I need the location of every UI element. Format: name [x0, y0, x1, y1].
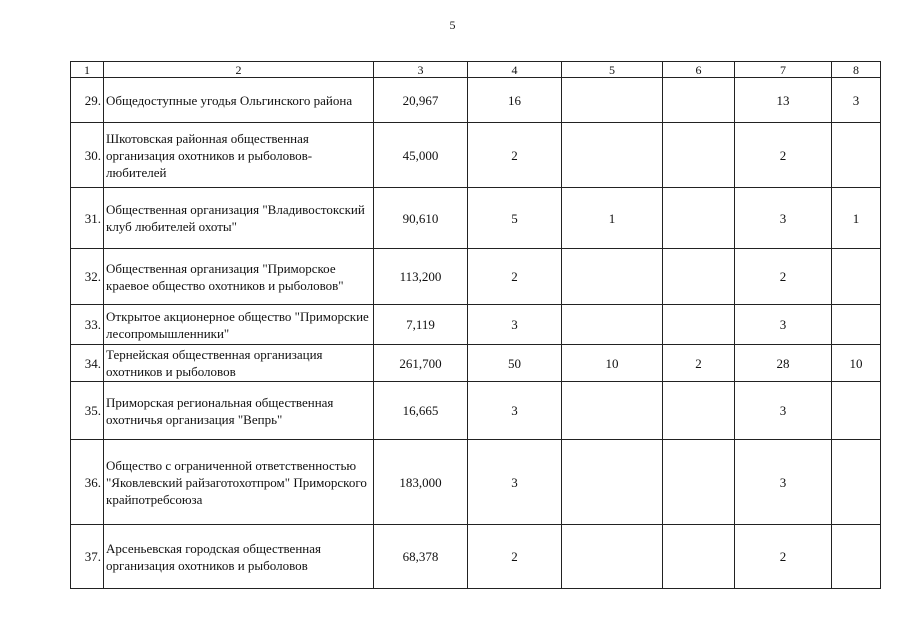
col-7-value: 3 — [735, 188, 832, 249]
col-5-value — [562, 305, 663, 345]
row-number: 33. — [71, 305, 104, 345]
col-3-value: 183,000 — [374, 440, 468, 525]
column-header-6: 6 — [663, 62, 735, 78]
table-row — [71, 78, 881, 123]
col-4-value: 16 — [468, 78, 562, 123]
col-7-value: 2 — [735, 123, 832, 188]
col-5-value: 1 — [562, 188, 663, 249]
column-header-7: 7 — [735, 62, 832, 78]
col-4-value: 3 — [468, 305, 562, 345]
col-6-value — [663, 188, 735, 249]
table-row — [71, 382, 881, 440]
col-8-value: 3 — [832, 78, 881, 123]
col-6-value — [663, 78, 735, 123]
col-4-value: 50 — [468, 345, 562, 382]
organization-name: Шкотовская районная общественная организация охотников и рыболовов-любителей — [104, 123, 374, 188]
organization-name: Открытое акционерное общество "Приморские лесопромышленники" — [104, 305, 374, 345]
col-8-value — [832, 123, 881, 188]
row-number: 34. — [71, 345, 104, 382]
column-header-3: 3 — [374, 62, 468, 78]
column-header-2: 2 — [104, 62, 374, 78]
col-6-value: 2 — [663, 345, 735, 382]
col-3-value: 113,200 — [374, 249, 468, 305]
organization-name: Тернейская общественная организация охотников и рыболовов — [104, 345, 374, 382]
header-row — [71, 62, 881, 78]
col-8-value — [832, 382, 881, 440]
col-4-value: 5 — [468, 188, 562, 249]
column-header-8: 8 — [832, 62, 881, 78]
table-row — [71, 188, 881, 249]
col-8-value — [832, 249, 881, 305]
col-6-value — [663, 440, 735, 525]
col-4-value: 2 — [468, 249, 562, 305]
row-number: 30. — [71, 123, 104, 188]
col-5-value — [562, 525, 663, 589]
table-row — [71, 525, 881, 589]
col-7-value: 2 — [735, 525, 832, 589]
row-number: 37. — [71, 525, 104, 589]
col-7-value: 3 — [735, 305, 832, 345]
table-row — [71, 249, 881, 305]
organization-name: Арсеньевская городская общественная организация охотников и рыболовов — [104, 525, 374, 589]
table-row — [71, 123, 881, 188]
row-number: 32. — [71, 249, 104, 305]
column-header-5: 5 — [562, 62, 663, 78]
col-5-value — [562, 78, 663, 123]
col-7-value: 28 — [735, 345, 832, 382]
table-row — [71, 305, 881, 345]
column-header-1: 1 — [71, 62, 104, 78]
col-3-value: 261,700 — [374, 345, 468, 382]
row-number: 35. — [71, 382, 104, 440]
col-7-value: 2 — [735, 249, 832, 305]
table-row — [71, 345, 881, 382]
col-6-value — [663, 123, 735, 188]
row-number: 31. — [71, 188, 104, 249]
col-8-value: 1 — [832, 188, 881, 249]
row-number: 36. — [71, 440, 104, 525]
col-3-value: 7,119 — [374, 305, 468, 345]
col-3-value: 20,967 — [374, 78, 468, 123]
col-8-value — [832, 440, 881, 525]
col-4-value: 2 — [468, 123, 562, 188]
col-5-value — [562, 123, 663, 188]
col-4-value: 2 — [468, 525, 562, 589]
organization-name: Общество с ограниченной ответственностью "Яковлевский райзаготохотпром" Приморского крайпотребсоюза — [104, 440, 374, 525]
col-4-value: 3 — [468, 440, 562, 525]
col-6-value — [663, 382, 735, 440]
col-7-value: 3 — [735, 440, 832, 525]
col-4-value: 3 — [468, 382, 562, 440]
col-5-value — [562, 440, 663, 525]
page-number: 5 — [449, 18, 456, 32]
col-3-value: 45,000 — [374, 123, 468, 188]
col-5-value: 10 — [562, 345, 663, 382]
col-7-value: 13 — [735, 78, 832, 123]
column-header-4: 4 — [468, 62, 562, 78]
col-6-value — [663, 249, 735, 305]
col-6-value — [663, 305, 735, 345]
col-3-value: 68,378 — [374, 525, 468, 589]
col-3-value: 90,610 — [374, 188, 468, 249]
table-row — [71, 440, 881, 525]
col-8-value — [832, 305, 881, 345]
organization-name: Общественная организация "Владивостокский клуб любителей охоты" — [104, 188, 374, 249]
col-7-value: 3 — [735, 382, 832, 440]
organization-name: Общественная организация "Приморское краевое общество охотников и рыболовов" — [104, 249, 374, 305]
row-number: 29. — [71, 78, 104, 123]
col-5-value — [562, 249, 663, 305]
organization-name: Общедоступные угодья Ольгинского района — [104, 78, 374, 123]
col-6-value — [663, 525, 735, 589]
col-8-value: 10 — [832, 345, 881, 382]
col-8-value — [832, 525, 881, 589]
data-table — [70, 61, 881, 589]
col-5-value — [562, 382, 663, 440]
organization-name: Приморская региональная общественная охотничья организация "Вепрь" — [104, 382, 374, 440]
col-3-value: 16,665 — [374, 382, 468, 440]
